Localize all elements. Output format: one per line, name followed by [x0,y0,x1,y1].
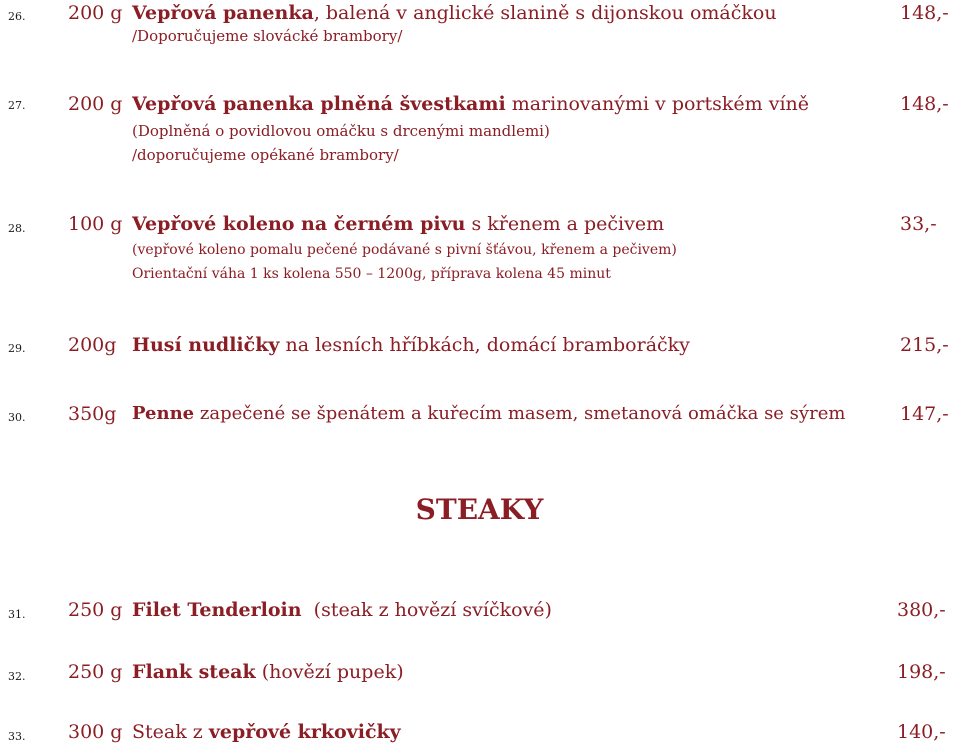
item-quantity: 300 g [68,721,123,743]
item-name: Vepřová panenka [132,2,314,24]
item-note: /doporučujeme opékané brambory/ [132,146,399,164]
item-price: 198,- [897,661,946,683]
item-title [132,403,845,424]
item-quantity: 200g [68,334,117,356]
item-description: na lesních hříbkách, domácí bramboráčky [279,334,690,356]
item-description: marinovanými v portském víně [505,93,810,115]
item-prefix: Steak z [132,721,209,743]
item-quantity: 250 g [68,599,123,621]
item-title [132,334,690,356]
section-heading: STEAKY [415,493,544,526]
item-price: 215,- [900,334,949,356]
item-price: 140,- [897,721,946,743]
item-number: 30. [8,411,26,424]
item-name: Flank steak [132,661,256,683]
item-description: s křenem a pečivem [465,213,665,235]
item-number: 31. [8,608,26,621]
item-number: 32. [8,670,26,683]
item-note: (vepřové koleno pomalu pečené podávané s pivní šťávou, křenem a pečivem) [132,242,677,258]
item-name: Husí nudličky [132,334,280,356]
item-description: zapečené se špenátem a kuřecím masem, smetanová omáčka se sýrem [194,403,846,424]
item-number: 28. [8,222,26,235]
item-title [132,721,401,743]
item-price: 380,- [897,599,946,621]
item-title [132,2,777,24]
item-name: Vepřové koleno na černém pivu [132,213,466,235]
item-name: Filet Tenderloin [132,599,302,621]
item-quantity: 100 g [68,213,123,235]
item-number: 33. [8,730,26,743]
item-quantity: 200 g [68,2,123,24]
item-description: (steak z hovězí svíčkové) [301,599,552,621]
item-price: 148,- [900,93,949,115]
item-note: Orientační váha 1 ks kolena 550 – 1200g, příprava kolena 45 minut [132,266,611,282]
item-name: Vepřová panenka plněná švestkami [132,93,506,115]
item-number: 27. [8,99,26,112]
item-title [132,661,404,683]
item-number: 26. [8,10,26,23]
item-name: Penne [132,403,195,424]
item-quantity: 200 g [68,93,123,115]
item-description: (hovězí pupek) [255,661,404,683]
item-description: , balená v anglické slanině s dijonskou omáčkou [313,2,777,24]
item-quantity: 250 g [68,661,123,683]
item-title [132,93,809,115]
item-title [132,213,664,235]
item-number: 29. [8,342,26,355]
item-title [132,599,552,621]
item-price: 148,- [900,2,949,24]
item-note: /Doporučujeme slovácké brambory/ [132,27,403,45]
item-price: 33,- [900,213,937,235]
item-price: 147,- [900,403,949,425]
item-note: (Doplněná o povidlovou omáčku s drcenými mandlemi) [132,122,550,140]
item-quantity: 350g [68,403,117,425]
item-name: vepřové krkovičky [208,721,401,743]
